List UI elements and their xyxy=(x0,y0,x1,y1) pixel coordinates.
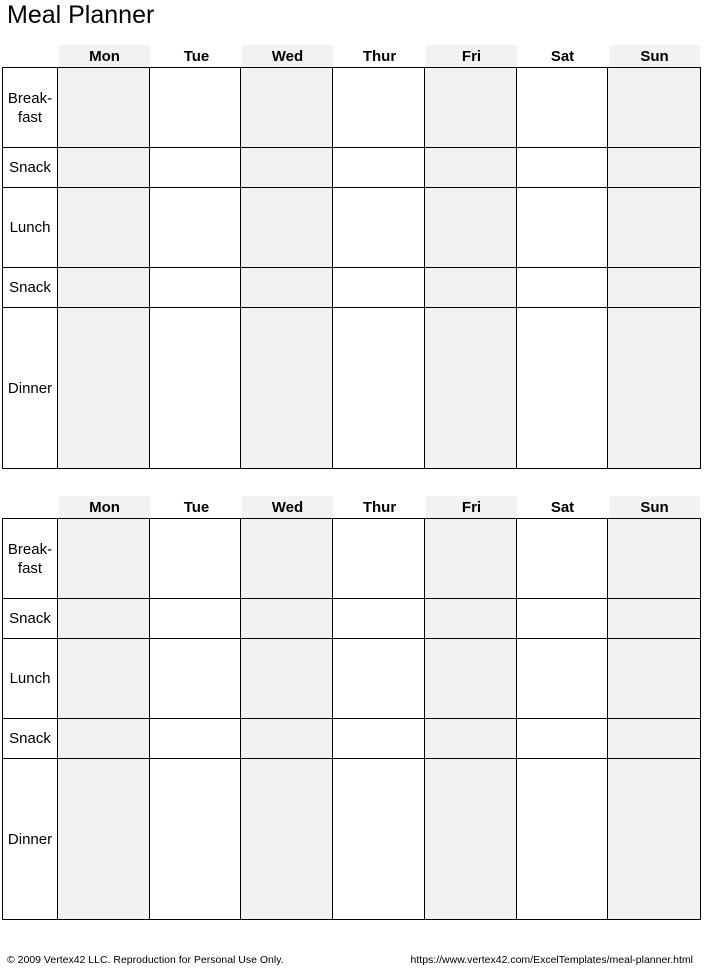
meal-cell[interactable] xyxy=(150,188,242,268)
meal-cell[interactable] xyxy=(150,759,242,919)
footer-url[interactable]: https://www.vertex42.com/ExcelTemplates/meal-planner.html xyxy=(410,954,693,966)
meal-cell[interactable] xyxy=(58,68,150,148)
day-header-tue: Tue xyxy=(183,48,210,65)
meal-cell[interactable] xyxy=(517,308,609,468)
meal-cell[interactable] xyxy=(517,599,609,639)
meal-cell[interactable] xyxy=(241,519,333,599)
meal-cell[interactable] xyxy=(425,519,517,599)
meal-cell[interactable] xyxy=(608,759,700,919)
meal-label: Break- fast xyxy=(3,68,58,148)
day-header-thur: Thur xyxy=(362,48,397,65)
meal-cell[interactable] xyxy=(517,268,609,308)
meal-cell[interactable] xyxy=(425,719,517,759)
meal-cell[interactable] xyxy=(150,719,242,759)
day-header-sun: Sun xyxy=(609,45,700,68)
meal-label: Snack xyxy=(3,268,58,308)
meal-label: Lunch xyxy=(3,639,58,719)
meal-cell[interactable] xyxy=(58,148,150,188)
meal-cell[interactable] xyxy=(333,519,425,599)
meal-cell[interactable] xyxy=(608,599,700,639)
day-header-sat: Sat xyxy=(550,499,575,516)
meal-cell[interactable] xyxy=(608,188,700,268)
meal-cell[interactable] xyxy=(517,519,609,599)
meal-cell[interactable] xyxy=(58,188,150,268)
meal-cell[interactable] xyxy=(241,268,333,308)
meal-cell[interactable] xyxy=(425,599,517,639)
meal-cell[interactable] xyxy=(150,308,242,468)
meal-label: Dinner xyxy=(3,759,58,919)
day-header-sat: Sat xyxy=(550,48,575,65)
meal-cell[interactable] xyxy=(241,68,333,148)
meal-label: Break- fast xyxy=(3,519,58,599)
meal-cell[interactable] xyxy=(150,68,242,148)
meal-cell[interactable] xyxy=(608,519,700,599)
meal-cell[interactable] xyxy=(58,308,150,468)
meal-cell[interactable] xyxy=(608,719,700,759)
meal-cell[interactable] xyxy=(333,268,425,308)
day-header-mon: Mon xyxy=(59,496,150,519)
meal-label: Snack xyxy=(3,599,58,639)
meal-cell[interactable] xyxy=(425,639,517,719)
meal-cell[interactable] xyxy=(58,268,150,308)
meal-cell[interactable] xyxy=(517,719,609,759)
day-header-fri: Fri xyxy=(426,45,517,68)
day-header-row xyxy=(2,45,701,68)
meal-cell[interactable] xyxy=(425,759,517,919)
meal-label: Snack xyxy=(3,148,58,188)
meal-cell[interactable] xyxy=(241,639,333,719)
day-header-row xyxy=(2,496,701,519)
meal-cell[interactable] xyxy=(58,759,150,919)
meal-cell[interactable] xyxy=(241,148,333,188)
meal-cell[interactable] xyxy=(608,268,700,308)
meal-label: Dinner xyxy=(3,308,58,468)
meal-cell[interactable] xyxy=(333,148,425,188)
meal-cell[interactable] xyxy=(425,68,517,148)
day-header-tue: Tue xyxy=(183,499,210,516)
meal-cell[interactable] xyxy=(425,268,517,308)
meal-cell[interactable] xyxy=(333,188,425,268)
day-header-mon: Mon xyxy=(59,45,150,68)
day-header-wed: Wed xyxy=(242,45,333,68)
meal-cell[interactable] xyxy=(241,719,333,759)
meal-cell[interactable] xyxy=(150,148,242,188)
meal-cell[interactable] xyxy=(608,148,700,188)
meal-cell[interactable] xyxy=(608,308,700,468)
meal-cell[interactable] xyxy=(58,719,150,759)
meal-cell[interactable] xyxy=(150,519,242,599)
day-header-thur: Thur xyxy=(362,499,397,516)
meal-cell[interactable] xyxy=(425,308,517,468)
meal-cell[interactable] xyxy=(150,268,242,308)
meal-cell[interactable] xyxy=(517,68,609,148)
day-header-fri: Fri xyxy=(426,496,517,519)
meal-cell[interactable] xyxy=(241,308,333,468)
meal-cell[interactable] xyxy=(517,188,609,268)
meal-cell[interactable] xyxy=(58,519,150,599)
meal-label: Lunch xyxy=(3,188,58,268)
page-title: Meal Planner xyxy=(7,1,155,29)
meal-cell[interactable] xyxy=(333,719,425,759)
meal-grid xyxy=(2,67,701,469)
meal-cell[interactable] xyxy=(333,759,425,919)
meal-cell[interactable] xyxy=(58,639,150,719)
meal-cell[interactable] xyxy=(333,599,425,639)
meal-cell[interactable] xyxy=(425,148,517,188)
meal-grid xyxy=(2,518,701,920)
meal-cell[interactable] xyxy=(608,639,700,719)
meal-cell[interactable] xyxy=(58,599,150,639)
meal-cell[interactable] xyxy=(608,68,700,148)
meal-cell[interactable] xyxy=(517,759,609,919)
meal-cell[interactable] xyxy=(241,188,333,268)
meal-label: Snack xyxy=(3,719,58,759)
meal-cell[interactable] xyxy=(150,639,242,719)
meal-cell[interactable] xyxy=(241,759,333,919)
meal-cell[interactable] xyxy=(517,639,609,719)
meal-cell[interactable] xyxy=(150,599,242,639)
day-header-sun: Sun xyxy=(609,496,700,519)
day-header-wed: Wed xyxy=(242,496,333,519)
meal-cell[interactable] xyxy=(425,188,517,268)
footer-copyright: © 2009 Vertex42 LLC. Reproduction for Personal Use Only. xyxy=(7,954,284,966)
meal-cell[interactable] xyxy=(333,639,425,719)
meal-cell[interactable] xyxy=(333,68,425,148)
meal-cell[interactable] xyxy=(241,599,333,639)
meal-cell[interactable] xyxy=(333,308,425,468)
meal-cell[interactable] xyxy=(517,148,609,188)
